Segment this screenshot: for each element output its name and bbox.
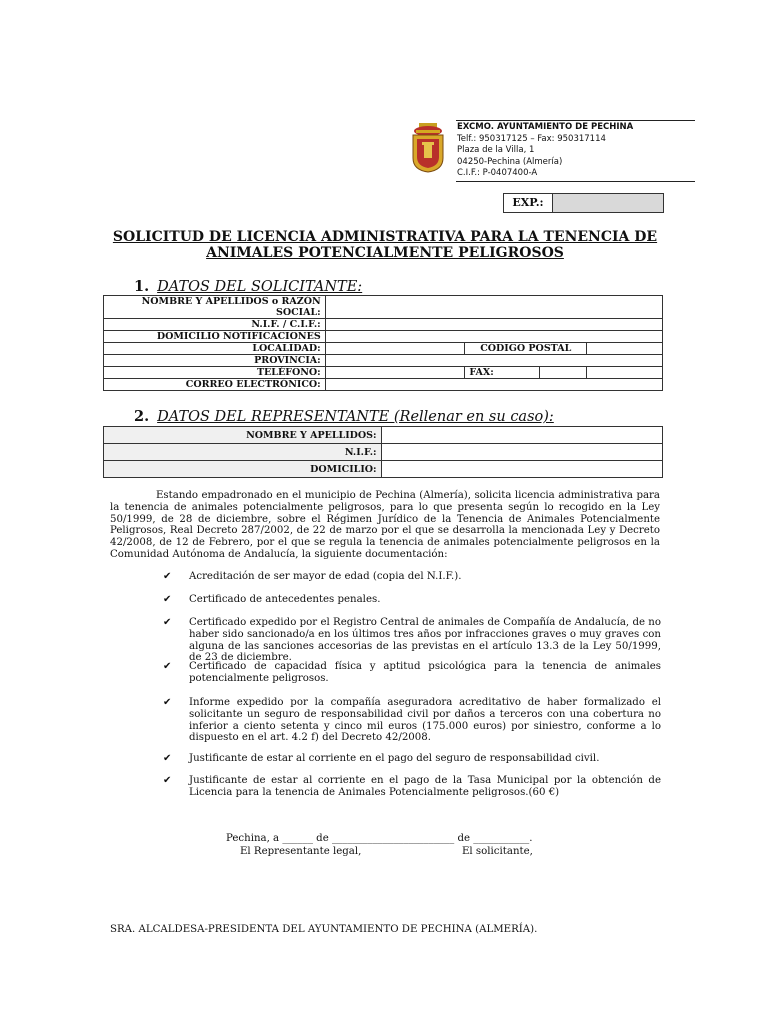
field-rep-nombre[interactable]	[381, 427, 662, 444]
label-nif: N.I.F. / C.I.F.:	[104, 319, 326, 331]
label-localidad: LOCALIDAD:	[104, 343, 326, 355]
doc-item-text: Justificante de estar al corriente en el pago del seguro de responsabilidad civil.	[189, 753, 600, 764]
doc-item-text: Certificado de antecedentes penales.	[189, 594, 381, 605]
section-2-heading	[134, 408, 554, 425]
council-city: 04250-Pechina (Almería)	[457, 156, 563, 167]
doc-item-6	[163, 753, 661, 765]
signature-solicitante: El solicitante,	[462, 846, 533, 857]
doc-item-5	[163, 697, 661, 744]
field-fax[interactable]	[540, 367, 587, 379]
field-provincia[interactable]	[325, 355, 662, 367]
label-rep-nif: N.I.F.:	[104, 444, 382, 461]
coat-of-arms-logo	[410, 122, 446, 174]
doc-item-3	[163, 617, 661, 664]
title-line-2: ANIMALES POTENCIALMENTE PELIGROSOS	[206, 245, 564, 261]
council-header	[456, 120, 695, 182]
field-nombre[interactable]	[325, 296, 662, 319]
council-cif: C.I.F.: P-0407400-A	[457, 168, 538, 178]
checkmark-icon: ✔	[163, 594, 172, 605]
section-1-number: 1.	[134, 278, 150, 295]
expediente-label: EXP.:	[504, 194, 553, 212]
expediente-field[interactable]	[553, 194, 663, 212]
checkmark-icon: ✔	[163, 775, 172, 786]
section-1-heading	[134, 278, 362, 295]
doc-item-text: Certificado expedido por el Registro Central de animales de Compañía de Andalucía, de no haber sido sancionado/a en los últimos tres años por infracciones graves o muy graves con alguna de las sanciones accesorias de las previstas en el artículo 13.3 de la Ley 50/1999, de 23 de diciembre.	[189, 617, 661, 664]
label-telefono: TELÉFONO:	[104, 367, 326, 379]
label-codigo-postal: CÓDIGO POSTAL	[465, 343, 587, 355]
signature-representante: El Representante legal,	[240, 846, 362, 857]
doc-item-2	[163, 594, 661, 606]
doc-item-text: Informe expedido por la compañía aseguradora acreditativo de haber formalizado el solicitante un seguro de responsabilidad civil por daños a terceros con una cobertura no inferior a ciento setenta y cinco mil euros (175.000 euros) por siniestro, conforme a lo dispuesto en el art. 4.2 f) del Decreto 42/2008.	[189, 697, 661, 744]
label-correo: CORREO ELECTRÓNICO:	[104, 379, 326, 391]
section-1-title: DATOS DEL SOLICITANTE:	[157, 279, 363, 295]
addressee-footer: SRA. ALCALDESA-PRESIDENTA DEL AYUNTAMIENTO DE PECHINA (ALMERÍA).	[110, 924, 538, 935]
field-rep-nif[interactable]	[381, 444, 662, 461]
section-2-number: 2.	[134, 408, 150, 425]
checkmark-icon: ✔	[163, 697, 172, 708]
doc-item-7	[163, 775, 661, 799]
label-rep-nombre: NOMBRE Y APELLIDOS:	[104, 427, 382, 444]
label-nombre	[104, 296, 326, 319]
field-telefono[interactable]	[325, 367, 465, 379]
intro-paragraph: Estando empadronado en el municipio de Pechina (Almería), solicita licencia administrativa para la tenencia de animales potencialmente peligrosos, para lo que presenta según lo recogido en la Ley 50/1999, de 28 de diciembre, sobre el Régimen Jurídico de la Tenencia de Animales Potencialmente Peligrosos, Real Decreto 287/2002, de 22 de marzo por el que se desarrolla la mencionada Ley y Decreto 42/2008, de 12 de Febrero, por el que se regula la tenencia de animales potencialmente peligrosos en la Comunidad Autónoma de Andalucía, la siguiente documentación:	[110, 490, 660, 560]
field-fax-extra	[587, 367, 663, 379]
checkmark-icon: ✔	[163, 617, 172, 628]
field-domicilio[interactable]	[325, 331, 662, 343]
field-correo[interactable]	[325, 379, 662, 391]
council-name: EXCMO. AYUNTAMIENTO DE PECHINA	[457, 122, 634, 132]
representante-table	[103, 426, 663, 478]
document-title	[100, 229, 670, 261]
section-2-title: DATOS DEL REPRESENTANTE (Rellenar en su caso):	[157, 409, 554, 425]
doc-item-1	[163, 571, 661, 583]
solicitante-table	[103, 295, 663, 391]
checkmark-icon: ✔	[163, 753, 172, 764]
label-domicilio: DOMICILIO NOTIFICACIONES	[104, 331, 326, 343]
doc-item-text: Acreditación de ser mayor de edad (copia del N.I.F.).	[189, 571, 462, 582]
label-provincia: PROVINCIA:	[104, 355, 326, 367]
checkmark-icon: ✔	[163, 571, 172, 582]
field-codigo-postal[interactable]	[587, 343, 663, 355]
council-phone: Telf.: 950317125 – Fax: 950317114	[457, 133, 606, 144]
label-fax: FAX:	[465, 367, 540, 379]
label-nombre-line2: SOCIAL:	[275, 307, 321, 318]
doc-item-text: Certificado de capacidad física y aptitud psicológica para la tenencia de animales potencialmente peligrosos.	[189, 661, 661, 684]
label-nombre-line1: NOMBRE Y APELLIDOS o RAZÓN	[141, 296, 321, 307]
title-line-1: SOLICITUD DE LICENCIA ADMINISTRATIVA PARA LA TENENCIA DE	[112, 229, 658, 245]
field-rep-domicilio[interactable]	[381, 461, 662, 478]
field-localidad[interactable]	[325, 343, 465, 355]
field-nif[interactable]	[325, 319, 662, 331]
expediente-box	[503, 193, 664, 213]
doc-item-text: Justificante de estar al corriente en el pago de la Tasa Municipal por la obtención de Licencia para la tenencia de Animales Potencialmente peligrosos.(60 €)	[189, 775, 661, 798]
council-address: Plaza de la Villa, 1	[457, 145, 535, 155]
checkmark-icon: ✔	[163, 661, 172, 672]
label-rep-domicilio: DOMICILIO:	[104, 461, 382, 478]
signature-date-line: Pechina, a ______ de ________________________ de ___________.	[226, 833, 533, 844]
doc-item-4	[163, 661, 661, 685]
